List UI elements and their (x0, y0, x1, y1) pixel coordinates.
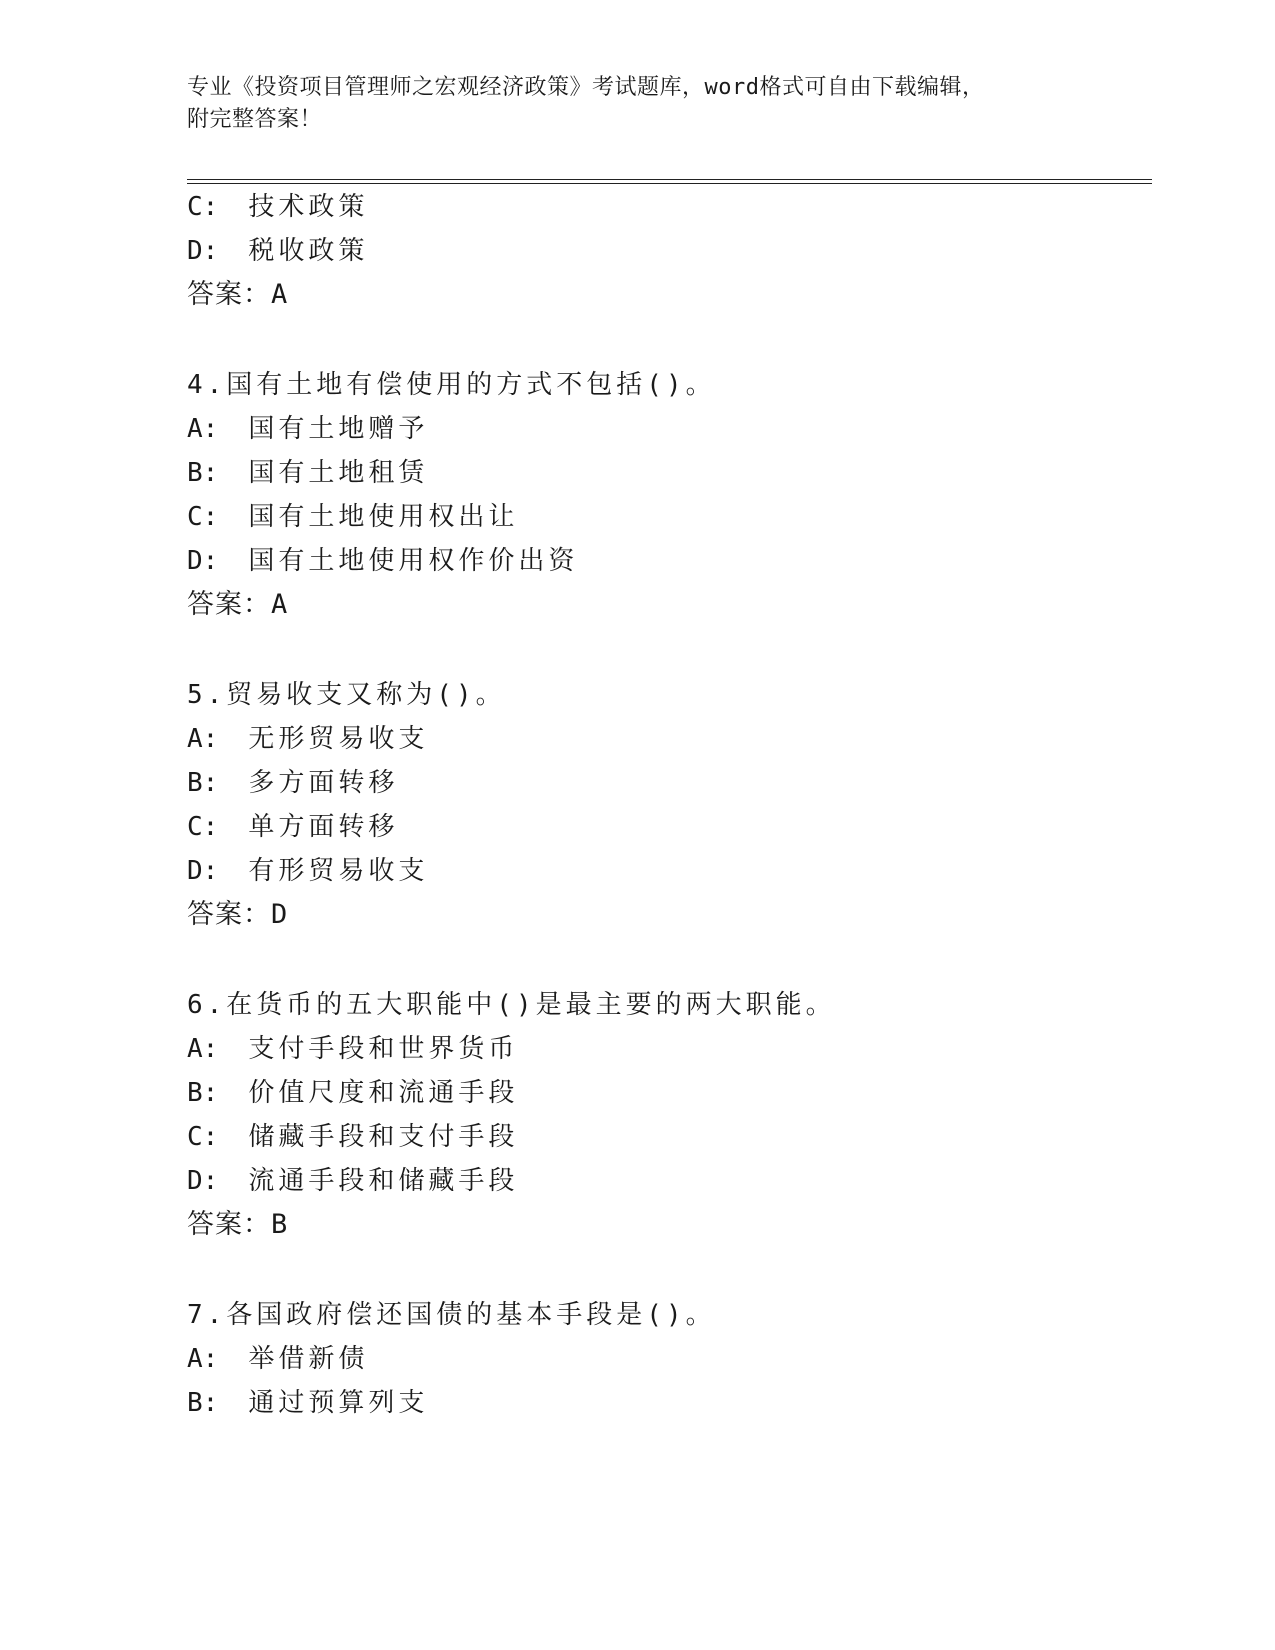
option-text: 国有土地租赁 (248, 458, 429, 488)
option-label: B: (187, 768, 219, 798)
option-text: 储藏手段和支付手段 (248, 1122, 519, 1152)
answer-label: 答案： (187, 589, 271, 620)
option-text: 价值尺度和流通手段 (248, 1078, 519, 1108)
option-b (187, 457, 428, 489)
option-text: 税收政策 (248, 236, 369, 266)
option-a (187, 723, 428, 755)
question-stem: 5.贸易收支又称为()。 (187, 680, 506, 710)
option-c (187, 191, 368, 223)
question-stem: 4.国有土地有偿使用的方式不包括()。 (187, 370, 716, 400)
option-d (187, 235, 368, 267)
option-a (187, 1033, 518, 1065)
option-text: 有形贸易收支 (248, 856, 429, 886)
question-stem: 6.在货币的五大职能中()是最主要的两大职能。 (187, 990, 836, 1020)
option-text: 国有土地赠予 (248, 414, 429, 444)
answer-label: 答案： (187, 279, 271, 310)
option-label: A: (187, 1034, 219, 1064)
option-label: B: (187, 458, 219, 488)
option-c (187, 501, 518, 533)
option-label: C: (187, 502, 219, 532)
option-text: 国有土地使用权出让 (248, 502, 519, 532)
option-label: C: (187, 812, 219, 842)
answer-line (187, 1209, 288, 1241)
option-label: A: (187, 724, 219, 754)
option-a (187, 1343, 368, 1375)
option-text: 支付手段和世界货币 (248, 1034, 519, 1064)
option-text: 流通手段和储藏手段 (248, 1166, 519, 1196)
question-stem: 7.各国政府偿还国债的基本手段是()。 (187, 1300, 716, 1330)
option-label: D: (187, 856, 219, 886)
option-b (187, 767, 398, 799)
option-label: D: (187, 546, 219, 576)
answer-value: D (271, 899, 289, 930)
option-d (187, 855, 428, 887)
document-header (187, 72, 1067, 136)
option-label: A: (187, 414, 219, 444)
option-d (187, 1165, 518, 1197)
header-divider-top (187, 179, 1152, 180)
header-divider-bottom (187, 183, 1152, 184)
answer-value: A (271, 279, 289, 310)
option-text: 技术政策 (248, 192, 369, 222)
option-label: B: (187, 1078, 219, 1108)
option-c (187, 1121, 518, 1153)
option-text: 国有土地使用权作价出资 (248, 546, 579, 576)
option-a (187, 413, 428, 445)
option-c (187, 811, 398, 843)
answer-label: 答案： (187, 899, 271, 930)
option-d (187, 545, 578, 577)
option-text: 无形贸易收支 (248, 724, 429, 754)
option-label: A: (187, 1344, 219, 1374)
option-label: B: (187, 1388, 219, 1418)
option-b (187, 1077, 518, 1109)
answer-line (187, 589, 288, 621)
option-label: D: (187, 236, 219, 266)
option-label: C: (187, 1122, 219, 1152)
header-line-2: 附完整答案！ (187, 107, 323, 132)
answer-value: B (271, 1209, 289, 1240)
answer-label: 答案： (187, 1209, 271, 1240)
answer-value: A (271, 589, 289, 620)
header-line-1: 专业《投资项目管理师之宏观经济政策》考试题库，word格式可自由下载编辑， (187, 75, 985, 100)
option-text: 举借新债 (248, 1344, 369, 1374)
option-b (187, 1387, 428, 1419)
option-label: D: (187, 1166, 219, 1196)
option-text: 单方面转移 (248, 812, 399, 842)
answer-line (187, 899, 288, 931)
answer-line (187, 279, 288, 311)
option-text: 多方面转移 (248, 768, 399, 798)
option-label: C: (187, 192, 219, 222)
option-text: 通过预算列支 (248, 1388, 429, 1418)
